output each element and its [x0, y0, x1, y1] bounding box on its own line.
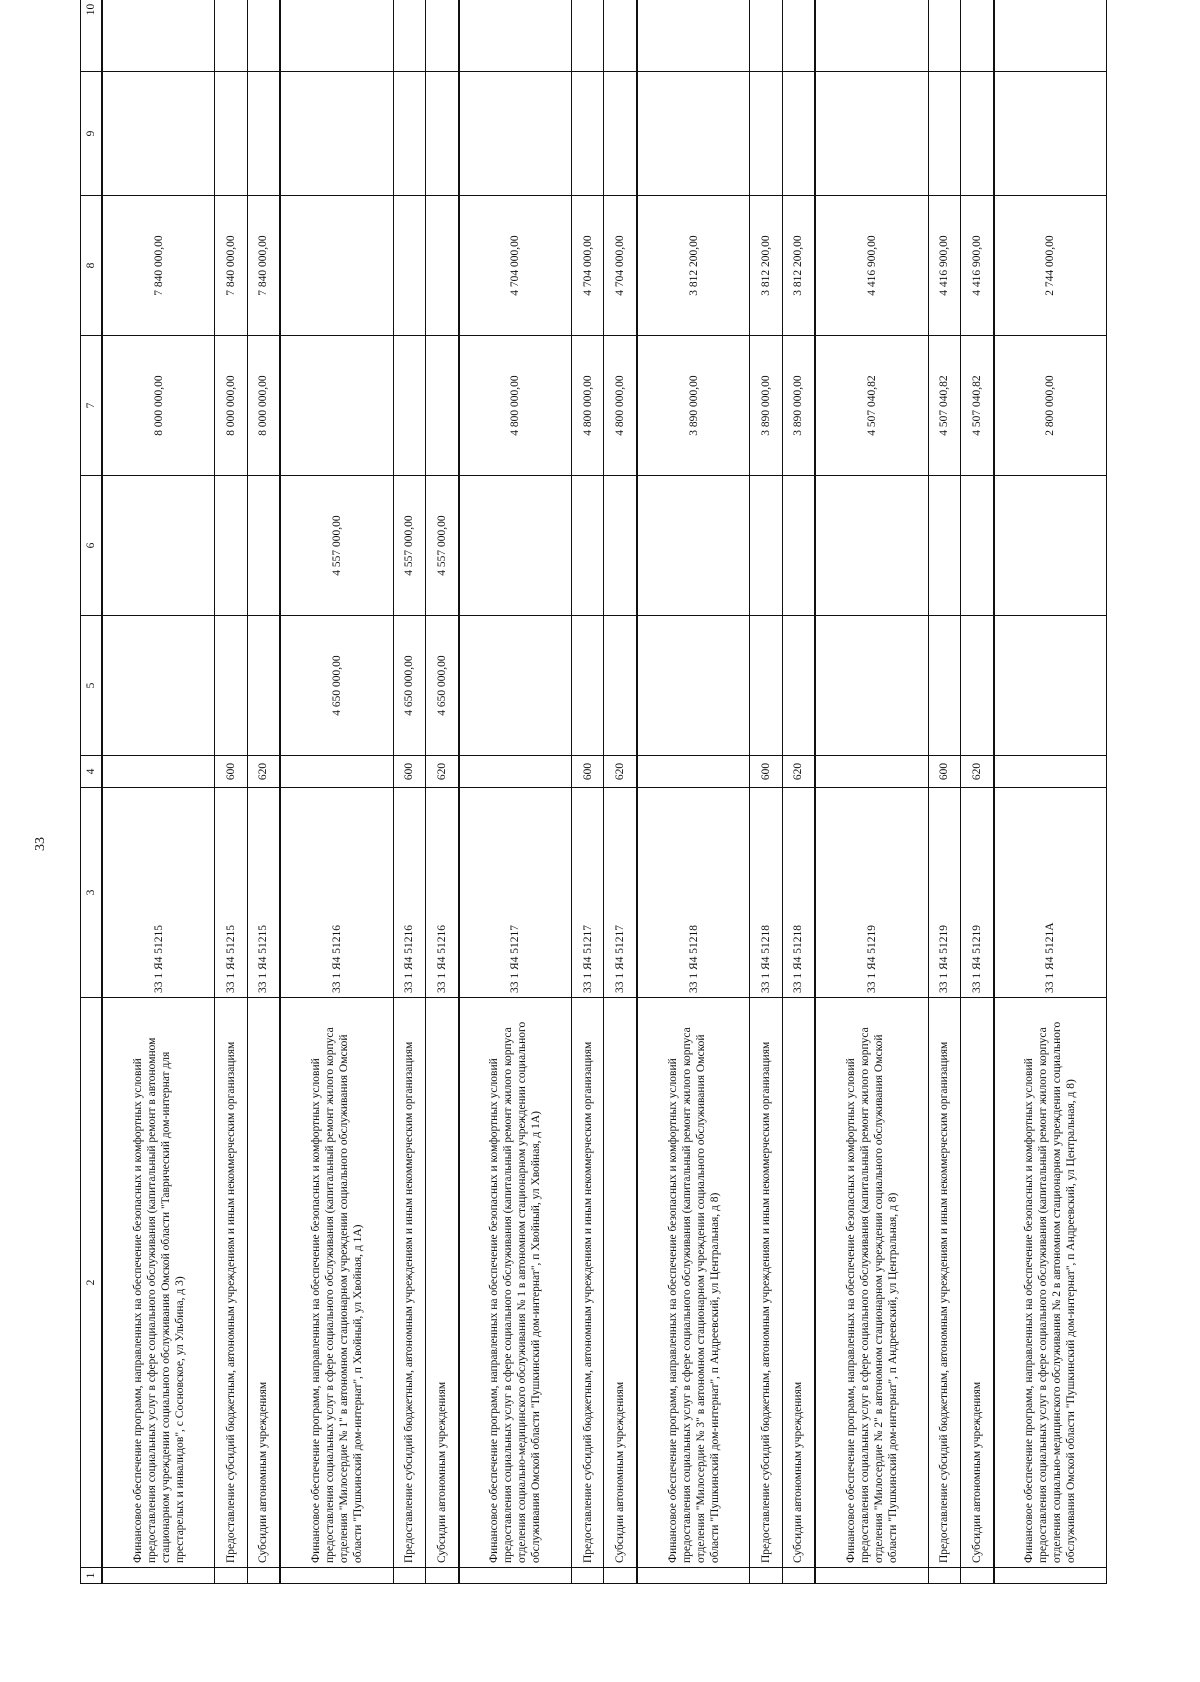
row-number-cell [604, 1568, 637, 1584]
amount-cell-col7: 4 800 000,00 [459, 336, 572, 476]
amount-cell-col8: 3 812 200,00 [782, 196, 815, 336]
amount-cell-col10 [960, 0, 993, 72]
amount-cell-col8: 4 704 000,00 [572, 196, 604, 336]
amount-cell-col7 [393, 336, 425, 476]
amount-cell-col7: 8 000 000,00 [247, 336, 280, 476]
amount-cell-col9 [393, 72, 425, 196]
amount-cell-col5 [928, 616, 960, 756]
amount-cell-col9 [247, 72, 280, 196]
expense-type-cell [994, 756, 1107, 788]
row-name-cell: Предоставление субсидий бюджетным, автономным учреждениям и иным некоммерческим организациям [215, 998, 247, 1568]
amount-cell-col5: 4 650 000,00 [280, 616, 393, 756]
expense-type-cell: 600 [215, 756, 247, 788]
expense-type-cell: 600 [572, 756, 604, 788]
row-number-cell [247, 1568, 280, 1584]
amount-cell-col8 [280, 196, 393, 336]
row-name-cell: Финансовое обеспечение программ, направленных на обеспечение безопасных и комфортных условий предоставления социальных услуг в сфере социального обслуживания (капитальный ремонт жилого корпуса отделения "Милосердие № 2" в автономном стационарном учреждении социального обслуживания Омской области "Пушкинский дом-интернат", п Андреевский, ул Центральная, д 8) [815, 998, 928, 1568]
amount-cell-col6 [994, 476, 1107, 616]
amount-cell-col5 [604, 616, 637, 756]
row-number-cell [572, 1568, 604, 1584]
amount-cell-col5 [102, 616, 215, 756]
amount-cell-col10 [994, 0, 1107, 72]
table-row [960, 0, 993, 1584]
amount-cell-col8: 3 812 200,00 [637, 196, 750, 336]
row-number-cell [815, 1568, 928, 1584]
amount-cell-col8 [393, 196, 425, 336]
table-body [81, 0, 1107, 1584]
table-row [459, 0, 572, 1584]
amount-cell-col8: 7 840 000,00 [102, 196, 215, 336]
amount-cell-col9 [604, 72, 637, 196]
amount-cell-col10 [604, 0, 637, 72]
amount-cell-col7: 4 507 040,82 [928, 336, 960, 476]
table-row [994, 0, 1107, 1584]
expense-type-cell: 600 [928, 756, 960, 788]
row-number-cell [637, 1568, 750, 1584]
row-number-cell [425, 1568, 458, 1584]
amount-cell-col7: 4 507 040,82 [960, 336, 993, 476]
expense-type-cell: 620 [247, 756, 280, 788]
amount-cell-col7: 8 000 000,00 [215, 336, 247, 476]
table-row [637, 0, 750, 1584]
amount-cell-col5 [247, 616, 280, 756]
table-row [102, 0, 215, 1584]
amount-cell-col6 [459, 476, 572, 616]
amount-cell-col10 [815, 0, 928, 72]
row-name-cell: Финансовое обеспечение программ, направленных на обеспечение безопасных и комфортных условий предоставления социальных услуг в сфере социального обслуживания (капитальный ремонт жилого корпуса отделения "Милосердие № 3" в автономном стационарном учреждении социального обслуживания Омской области "Пушкинский дом-интернат", п Андреевский, ул Центральная, д 8) [637, 998, 750, 1568]
amount-cell-col10 [928, 0, 960, 72]
row-name-cell: Субсидии автономным учреждениям [425, 998, 458, 1568]
amount-cell-col6 [637, 476, 750, 616]
amount-cell-col6 [247, 476, 280, 616]
rotated-table-container [80, 3, 1107, 1584]
table-row [280, 0, 393, 1584]
amount-cell-col7: 4 800 000,00 [604, 336, 637, 476]
amount-cell-col7 [280, 336, 393, 476]
amount-cell-col6 [102, 476, 215, 616]
table-row [247, 0, 280, 1584]
amount-cell-col10 [102, 0, 215, 72]
amount-cell-col6: 4 557 000,00 [393, 476, 425, 616]
amount-cell-col5 [960, 616, 993, 756]
target-code-cell: 33 1 Я4 51217 [604, 788, 637, 998]
column-header: 5 [81, 616, 103, 756]
row-number-cell [393, 1568, 425, 1584]
column-header: 10 [81, 0, 103, 72]
row-number-cell [928, 1568, 960, 1584]
row-number-cell [102, 1568, 215, 1584]
table-row [750, 0, 782, 1584]
amount-cell-col9 [750, 72, 782, 196]
amount-cell-col9 [960, 72, 993, 196]
amount-cell-col8: 3 812 200,00 [750, 196, 782, 336]
target-code-cell: 33 1 Я4 51219 [960, 788, 993, 998]
amount-cell-col6 [215, 476, 247, 616]
column-header: 7 [81, 336, 103, 476]
amount-cell-col8: 4 416 900,00 [815, 196, 928, 336]
table-row [425, 0, 458, 1584]
amount-cell-col8: 7 840 000,00 [215, 196, 247, 336]
amount-cell-col10 [459, 0, 572, 72]
row-name-cell: Предоставление субсидий бюджетным, автономным учреждениям и иным некоммерческим организациям [393, 998, 425, 1568]
amount-cell-col9 [215, 72, 247, 196]
amount-cell-col10 [215, 0, 247, 72]
target-code-cell: 33 1 Я4 51218 [637, 788, 750, 998]
expense-type-cell [637, 756, 750, 788]
amount-cell-col9 [425, 72, 458, 196]
amount-cell-col10 [425, 0, 458, 72]
budget-table [80, 0, 1107, 1584]
row-number-cell [994, 1568, 1107, 1584]
amount-cell-col10 [247, 0, 280, 72]
amount-cell-col10 [393, 0, 425, 72]
target-code-cell: 33 1 Я4 51215 [215, 788, 247, 998]
amount-cell-col7: 3 890 000,00 [782, 336, 815, 476]
row-name-cell: Предоставление субсидий бюджетным, автономным учреждениям и иным некоммерческим организациям [928, 998, 960, 1568]
amount-cell-col5 [459, 616, 572, 756]
amount-cell-col8: 4 416 900,00 [960, 196, 993, 336]
row-name-cell: Субсидии автономным учреждениям [960, 998, 993, 1568]
target-code-cell: 33 1 Я4 51217 [459, 788, 572, 998]
row-name-cell: Финансовое обеспечение программ, направленных на обеспечение безопасных и комфортных условий предоставления социальных услуг в сфере социального обслуживания (капитальный ремонт в автономном стационарном учреждении социального обслуживания Омской области "Таврический дом-интернат для престарелых и инвалидов", с Сосновское, ул Ульбина, д 3) [102, 998, 215, 1568]
amount-cell-col8: 2 744 000,00 [994, 196, 1107, 336]
table-row [928, 0, 960, 1584]
amount-cell-col6 [960, 476, 993, 616]
row-name-cell: Субсидии автономным учреждениям [247, 998, 280, 1568]
amount-cell-col8: 4 704 000,00 [604, 196, 637, 336]
row-name-cell: Субсидии автономным учреждениям [604, 998, 637, 1568]
column-header: 2 [81, 998, 103, 1568]
target-code-cell: 33 1 Я4 5121А [994, 788, 1107, 998]
amount-cell-col6 [815, 476, 928, 616]
table-row [815, 0, 928, 1584]
row-number-cell [782, 1568, 815, 1584]
target-code-cell: 33 1 Я4 51216 [425, 788, 458, 998]
amount-cell-col5 [994, 616, 1107, 756]
amount-cell-col10 [782, 0, 815, 72]
target-code-cell: 33 1 Я4 51215 [102, 788, 215, 998]
table-row [572, 0, 604, 1584]
table-row [604, 0, 637, 1584]
amount-cell-col9 [459, 72, 572, 196]
row-number-cell [459, 1568, 572, 1584]
expense-type-cell [815, 756, 928, 788]
amount-cell-col10 [280, 0, 393, 72]
amount-cell-col6 [750, 476, 782, 616]
target-code-cell: 33 1 Я4 51215 [247, 788, 280, 998]
column-header-row [81, 0, 103, 1584]
amount-cell-col9 [102, 72, 215, 196]
amount-cell-col7: 4 507 040,82 [815, 336, 928, 476]
amount-cell-col6 [604, 476, 637, 616]
amount-cell-col7 [425, 336, 458, 476]
target-code-cell: 33 1 Я4 51216 [393, 788, 425, 998]
row-name-cell: Субсидии автономным учреждениям [782, 998, 815, 1568]
amount-cell-col5: 4 650 000,00 [393, 616, 425, 756]
target-code-cell: 33 1 Я4 51219 [815, 788, 928, 998]
amount-cell-col7: 3 890 000,00 [637, 336, 750, 476]
row-name-cell: Финансовое обеспечение программ, направленных на обеспечение безопасных и комфортных условий предоставления социальных услуг в сфере социального обслуживания (капитальный ремонт жилого корпуса отделения социально-медицинского обслуживания № 1 в автономном стационарном учреждении социального обслуживания Омской области "Пушкинский дом-интернат", п Хвойный, ул Хвойная, д 1А) [459, 998, 572, 1568]
amount-cell-col7: 2 800 000,00 [994, 336, 1107, 476]
amount-cell-col5: 4 650 000,00 [425, 616, 458, 756]
amount-cell-col9 [572, 72, 604, 196]
table-row [215, 0, 247, 1584]
amount-cell-col7: 8 000 000,00 [102, 336, 215, 476]
column-header: 6 [81, 476, 103, 616]
row-number-cell [215, 1568, 247, 1584]
expense-type-cell: 600 [393, 756, 425, 788]
amount-cell-col5 [782, 616, 815, 756]
column-header: 3 [81, 788, 103, 998]
target-code-cell: 33 1 Я4 51219 [928, 788, 960, 998]
amount-cell-col9 [637, 72, 750, 196]
amount-cell-col8 [425, 196, 458, 336]
expense-type-cell [102, 756, 215, 788]
row-name-cell: Предоставление субсидий бюджетным, автономным учреждениям и иным некоммерческим организациям [750, 998, 782, 1568]
amount-cell-col6 [928, 476, 960, 616]
page-number: 33 [33, 837, 48, 851]
amount-cell-col8: 7 840 000,00 [247, 196, 280, 336]
table-row [782, 0, 815, 1584]
amount-cell-col9 [815, 72, 928, 196]
amount-cell-col7: 4 800 000,00 [572, 336, 604, 476]
amount-cell-col5 [215, 616, 247, 756]
table-row [393, 0, 425, 1584]
expense-type-cell [280, 756, 393, 788]
row-name-cell: Предоставление субсидий бюджетным, автономным учреждениям и иным некоммерческим организациям [572, 998, 604, 1568]
amount-cell-col9 [928, 72, 960, 196]
target-code-cell: 33 1 Я4 51216 [280, 788, 393, 998]
amount-cell-col6: 4 557 000,00 [280, 476, 393, 616]
amount-cell-col10 [750, 0, 782, 72]
amount-cell-col7: 3 890 000,00 [750, 336, 782, 476]
expense-type-cell: 620 [960, 756, 993, 788]
amount-cell-col6 [572, 476, 604, 616]
amount-cell-col10 [572, 0, 604, 72]
column-header: 8 [81, 196, 103, 336]
row-number-cell [960, 1568, 993, 1584]
row-name-cell: Финансовое обеспечение программ, направленных на обеспечение безопасных и комфортных условий предоставления социальных услуг в сфере социального обслуживания (капитальный ремонт жилого корпуса отделения социально-медицинского обслуживания № 2 в автономном стационарном учреждении социального обслуживания Омской области "Пушкинский дом-интернат", п Андреевский, ул Центральная, д 8) [994, 998, 1107, 1568]
column-header: 9 [81, 72, 103, 196]
expense-type-cell: 620 [425, 756, 458, 788]
amount-cell-col10 [637, 0, 750, 72]
amount-cell-col5 [750, 616, 782, 756]
column-header: 1 [81, 1568, 103, 1584]
column-header: 4 [81, 756, 103, 788]
expense-type-cell: 620 [782, 756, 815, 788]
target-code-cell: 33 1 Я4 51218 [782, 788, 815, 998]
row-name-cell: Финансовое обеспечение программ, направленных на обеспечение безопасных и комфортных условий предоставления социальных услуг в сфере социального обслуживания (капитальный ремонт жилого корпуса отделения "Милосердие № 1" в автономном стационарном учреждении социального обслуживания Омской области "Пушкинский дом-интернат", п Хвойный, ул Хвойная, д 1А) [280, 998, 393, 1568]
amount-cell-col5 [572, 616, 604, 756]
expense-type-cell [459, 756, 572, 788]
row-number-cell [750, 1568, 782, 1584]
amount-cell-col6: 4 557 000,00 [425, 476, 458, 616]
amount-cell-col6 [782, 476, 815, 616]
expense-type-cell: 600 [750, 756, 782, 788]
target-code-cell: 33 1 Я4 51217 [572, 788, 604, 998]
amount-cell-col9 [280, 72, 393, 196]
target-code-cell: 33 1 Я4 51218 [750, 788, 782, 998]
amount-cell-col8: 4 416 900,00 [928, 196, 960, 336]
amount-cell-col5 [637, 616, 750, 756]
amount-cell-col9 [782, 72, 815, 196]
expense-type-cell: 620 [604, 756, 637, 788]
amount-cell-col5 [815, 616, 928, 756]
row-number-cell [280, 1568, 393, 1584]
amount-cell-col9 [994, 72, 1107, 196]
amount-cell-col8: 4 704 000,00 [459, 196, 572, 336]
